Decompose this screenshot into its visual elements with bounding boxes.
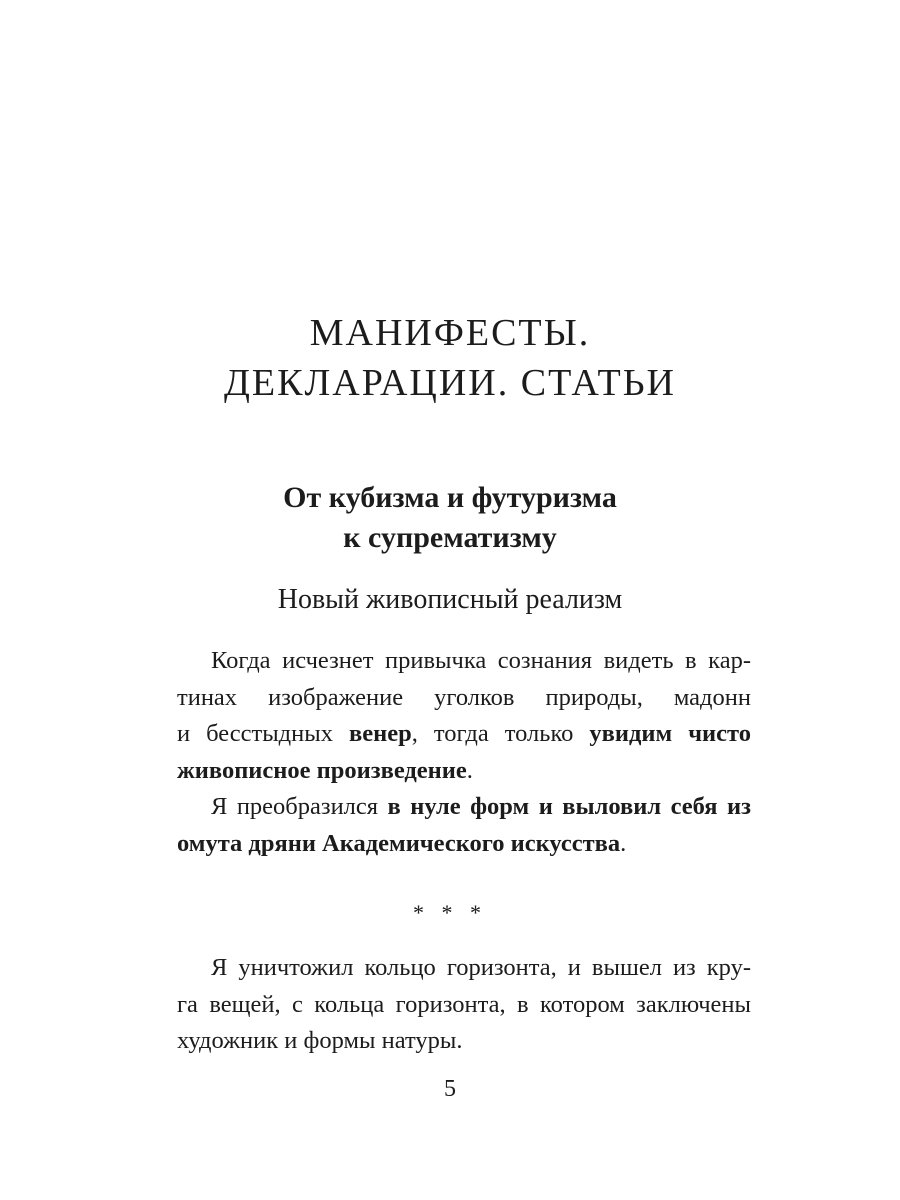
subtitle: Новый живописный реализм [277,584,623,615]
body-text-block-1 [177,643,751,862]
paragraph-1-line-1: Когда исчезнет привычка сознания видеть в кар- [211,647,751,674]
asterism-divider: * * * [413,900,487,925]
text-run: Я преобразился [211,793,388,820]
paragraph-3-line-1: Я уничтожил кольцо горизонта, и вышел из кру- [211,954,751,981]
bold-text-run: омута дряни Академического искусства [177,829,621,857]
paragraph-3-line-3: художник и формы натуры. [177,1027,463,1054]
text-run: . [466,756,473,784]
paragraph-1-line-2: тинах изображение уголков природы, мадонн [177,683,751,711]
text-run: , тогда только [411,720,590,747]
paragraph-1-line-4 [177,753,751,790]
paragraph-2 [177,789,751,862]
paragraph-1-line-3 [177,716,751,753]
section-title-line-2: ДЕКЛАРАЦИИ. СТАТЬИ [224,362,676,404]
chapter-title-line-2: к супрематизму [343,521,557,554]
paragraph-3-line-2: га вещей, с кольца горизонта, в котором заключены [177,990,751,1018]
section-title-line-1: МАНИФЕСТЫ. [309,312,591,354]
paragraph-1 [177,643,751,789]
paragraph-2-line-2 [177,826,751,863]
text-run: . [620,829,627,857]
section-title [0,308,900,408]
paragraph-3 [177,950,751,1060]
chapter-title [0,478,900,558]
chapter-title-line-1: От кубизма и футуризма [283,481,617,514]
bold-text-run: живописное произведение [177,756,467,784]
body-text-block-2 [177,950,751,1060]
text-run: и бесстыдных [177,720,350,747]
bold-text-run: венер [349,720,412,747]
paragraph-2-line-1 [177,789,751,826]
bold-text-run: в нуле форм и выловил себя из [387,793,751,820]
bold-text-run: увидим чисто [589,720,751,747]
page-number: 5 [444,1076,456,1102]
